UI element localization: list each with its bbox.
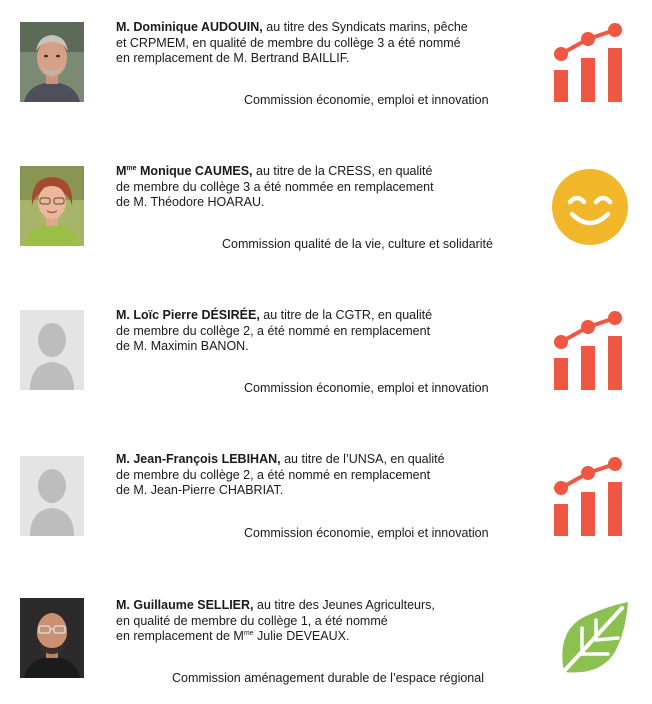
commission-label: Commission économie, emploi et innovation [244, 526, 489, 540]
member-entry [0, 288, 652, 398]
growth-chart-icon [548, 454, 628, 536]
commission-label: Commission qualité de la vie, culture et solidarité [222, 237, 493, 251]
member-entry [0, 576, 652, 686]
member-photo-placeholder [20, 310, 84, 390]
member-entry [0, 0, 652, 110]
member-name: $M^{me}$ Monique CAUMES, [116, 164, 253, 178]
member-description: M. Dominique AUDOUIN, au titre des Syndicats marins, pêche et CRPMEM, en qualité de membre du collège 3 a été nommé en remplacement de M. Bertrand BAILLIF. [116, 20, 468, 65]
growth-chart-icon [548, 308, 628, 390]
member-entry [0, 432, 652, 542]
commission-label: Commission économie, emploi et innovation [244, 93, 489, 107]
member-entry [0, 144, 652, 254]
leaf-icon [552, 600, 632, 682]
member-description: $M^{me}$ Monique CAUMES, au titre de la CRESS, en qualité de membre du collège 3 a été nommée en remplacement de M. Théodore HOARAU. [116, 164, 434, 209]
member-description: M. Loïc Pierre DÉSIRÉE, au titre de la CGTR, en qualité de membre du collège 2, a été nommé en remplacement de M. Maximin BANON. [116, 308, 433, 353]
member-photo [20, 598, 84, 678]
member-name: M. Guillaume SELLIER, [116, 598, 254, 612]
member-description: M. Guillaume SELLIER, au titre des Jeunes Agriculteurs, en qualité de membre du collège 1, a été nommé en remplacement de $M^{me}$ Julie DEVEAUX. [116, 598, 435, 643]
smiley-icon [550, 166, 630, 248]
commission-label: Commission économie, emploi et innovation [244, 381, 489, 395]
member-description: M. Jean-François LEBIHAN, au titre de l’UNSA, en qualité de membre du collège 2, a été nommé en remplacement de M. Jean-Pierre CHABRIAT. [116, 452, 445, 497]
member-name: M. Jean-François LEBIHAN, [116, 452, 281, 466]
growth-chart-icon [548, 20, 628, 102]
member-photo [20, 22, 84, 102]
member-name: M. Dominique AUDOUIN, [116, 20, 263, 34]
member-photo [20, 166, 84, 246]
member-name: M. Loïc Pierre DÉSIRÉE, [116, 308, 260, 322]
member-photo-placeholder [20, 456, 84, 536]
commission-label: Commission aménagement durable de l’espace régional [172, 671, 484, 685]
